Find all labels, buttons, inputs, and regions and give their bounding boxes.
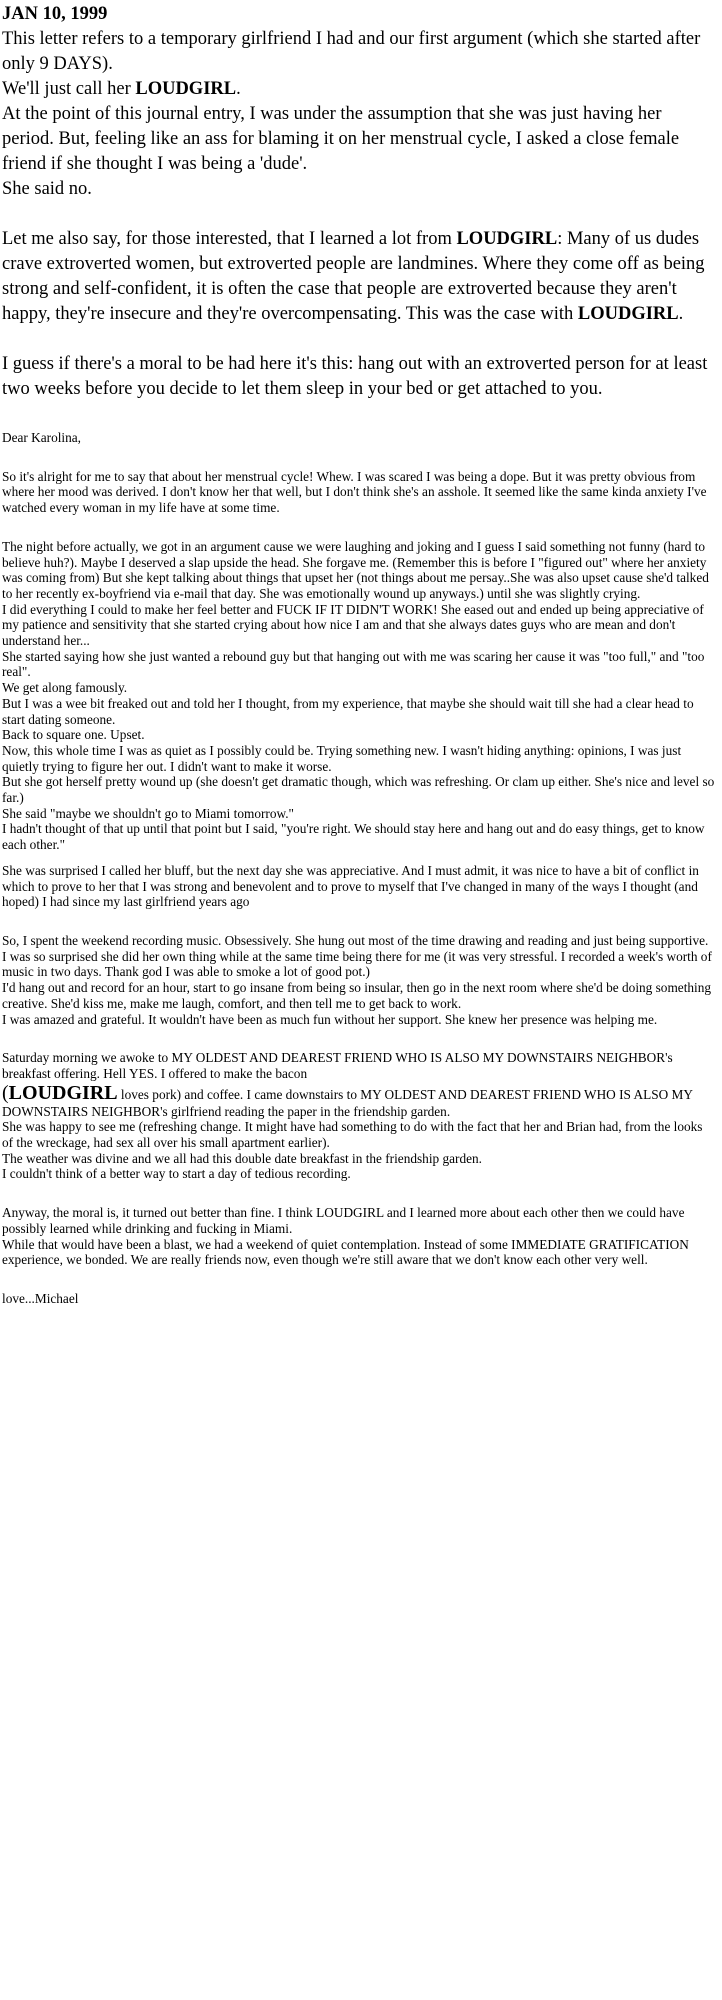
text-run: (	[2, 1081, 9, 1104]
letter-body-section	[2, 430, 716, 1307]
text-run: She was surprised I called her bluff, but the next day she was appreciative. And I must admit, it was nice to have a bit of conflict in which to prove to her that I was strong and benevolent and to prove to myself that I've changed in many of the ways I thought (and hoped) I had since my last girlfriend years ago	[2, 862, 699, 910]
letter-paragraph	[2, 430, 716, 446]
text-run: But she got herself pretty wound up (she doesn't get dramatic though, which was refreshing. Or clam up either. She's nice and level so far.)	[2, 774, 715, 806]
journal-intro-section	[2, 2, 710, 402]
text-run: : Many of us dudes crave extroverted women, but extroverted people are landmines. Where they come off as being strong and self-confident, it is often the case that people are extroverted because they aren't happy, they're insecure and they're overcompensating. This was the case with	[2, 229, 705, 324]
text-run: love...Michael	[2, 1290, 79, 1306]
emphasis-text-run: LOUDGIRL	[8, 1081, 118, 1104]
text-run: I did everything I could to make her feel better and FUCK IF IT DIDN'T WORK! She eased out and ended up being appreciative of my patience and sensitivity that she started crying about how nice I am and that she always dates guys who are mean and don't understand her...	[2, 601, 704, 649]
letter-paragraph	[2, 1205, 716, 1268]
text-run: So, I spent the weekend recording music. Obsessively. She hung out most of the time drawing and reading and just being supportive. I was so surprised she did her own thing while at the same time being there for me (it was very stressful. I recorded a week's worth of music in two days. Thank god I was able to smoke a lot of good pot.)	[2, 932, 712, 980]
intro-paragraph	[2, 352, 710, 402]
text-run: While that would have been a blast, we had a weekend of quiet contemplation. Instead of some IMMEDIATE GRATIFICATION experience, we bonded. We are really friends now, even though we're still aware that we don't know each other very well.	[2, 1236, 689, 1268]
text-run: She said "maybe we shouldn't go to Miami tomorrow."	[2, 805, 294, 821]
text-run: I was amazed and grateful. It wouldn't have been as much fun without her support. She knew her presence was helping me.	[2, 1011, 658, 1027]
text-run: Let me also say, for those interested, that I learned a lot from	[2, 229, 457, 249]
text-run: .	[678, 304, 684, 324]
text-run: loves pork) and coffee. I came downstairs to MY OLDEST AND DEAREST FRIEND WHO IS ALSO MY DOWNSTAIRS NEIGHBOR's girlfriend reading the paper in the friendship garden.	[2, 1086, 693, 1119]
text-run: The night before actually, we got in an argument cause we were laughing and joking and I guess I said something not funny (hard to believe huh?). Maybe I deserved a slap upside the head. She forgave me. (Remember this is before I "figured out" where her anxiety was coming from) But she kept talking about things that upset her (not things about me persay..She was also upset cause she'd talked to her recently ex-boyfriend via e-mail that day. She was emotionally wound up anyways.) until she was slightly crying.	[2, 538, 709, 601]
letter-paragraph	[2, 1050, 716, 1182]
text-run: .	[236, 79, 241, 99]
text-run: She was happy to see me (refreshing change. It might have had something to do with the fact that her and Brian had, from the looks of the wreckage, had sex all over his small apartment earlier).	[2, 1119, 703, 1151]
intro-paragraph	[2, 227, 710, 327]
text-run: The weather was divine and we all had this double date breakfast in the friendship garden.	[2, 1150, 482, 1166]
text-run: We get along famously.	[2, 680, 128, 696]
emphasis-text-run: LOUDGIRL	[456, 229, 558, 249]
letter-paragraph	[2, 933, 716, 1027]
text-run: She said no.	[2, 179, 92, 199]
letter-paragraph	[2, 469, 716, 516]
text-run: Dear Karolina,	[2, 430, 82, 445]
text-run: Saturday morning we awoke to MY OLDEST AND DEAREST FRIEND WHO IS ALSO MY DOWNSTAIRS NEIGHBOR's breakfast offering. Hell YES. I offered to make the bacon	[2, 1050, 673, 1081]
text-run: She started saying how she just wanted a rebound guy but that hanging out with me was scaring her cause it was "too full," and "too real".	[2, 648, 705, 680]
text-run: At the point of this journal entry, I was under the assumption that she was just having her period. But, feeling like an ass for blaming it on her menstrual cycle, I asked a close female friend if she thought I was being a 'dude'.	[2, 104, 680, 174]
letter-paragraph	[2, 539, 716, 853]
letter-paragraph	[2, 863, 716, 910]
text-run: I guess if there's a moral to be had here it's this: hang out with an extroverted person for at least two weeks before you decide to let them sleep in your bed or get attached to you.	[2, 354, 708, 399]
text-run: Now, this whole time I was as quiet as I possibly could be. Trying something new. I wasn't hiding anything: opinions, I was just quietly trying to figure her out. I didn't want to make it worse.	[2, 742, 682, 774]
emphasis-text-run: JAN 10, 1999	[2, 4, 108, 24]
intro-paragraph	[2, 2, 710, 202]
text-run: I'd hang out and record for an hour, start to go insane from being so insular, then go in the next room where she'd be doing something creative. She'd kiss me, make me laugh, comfort, and then tell me to get back to work.	[2, 980, 712, 1011]
letter-paragraph	[2, 1291, 716, 1307]
text-run: We'll just call her	[2, 79, 136, 99]
text-run: But I was a wee bit freaked out and told her I thought, from my experience, that maybe she should wait till she had a clear head to start dating someone.	[2, 695, 694, 727]
text-run: Anyway, the moral is, it turned out better than fine. I think LOUDGIRL and I learned more about each other then we could have possibly learned while drinking and fucking in Miami.	[2, 1205, 685, 1236]
emphasis-text-run: LOUDGIRL	[577, 304, 679, 324]
text-run: I couldn't think of a better way to start a day of tedious recording.	[2, 1166, 351, 1182]
text-run: So it's alright for me to say that about her menstrual cycle! Whew. I was scared I was being a dope. But it was pretty obvious from where her mood was derived. I don't know her that well, but I don't think she's an asshole. It seemed like the same kinda anxiety I've watched every woman in my life have at some time.	[2, 468, 707, 516]
text-run: I hadn't thought of that up until that point but I said, "you're right. We should stay here and hang out and do easy things, get to know each other."	[2, 821, 705, 853]
emphasis-text-run: LOUDGIRL	[135, 79, 237, 99]
text-run: This letter refers to a temporary girlfriend I had and our first argument (which she started after only 9 DAYS).	[2, 29, 701, 74]
text-run: Back to square one. Upset.	[2, 727, 145, 743]
